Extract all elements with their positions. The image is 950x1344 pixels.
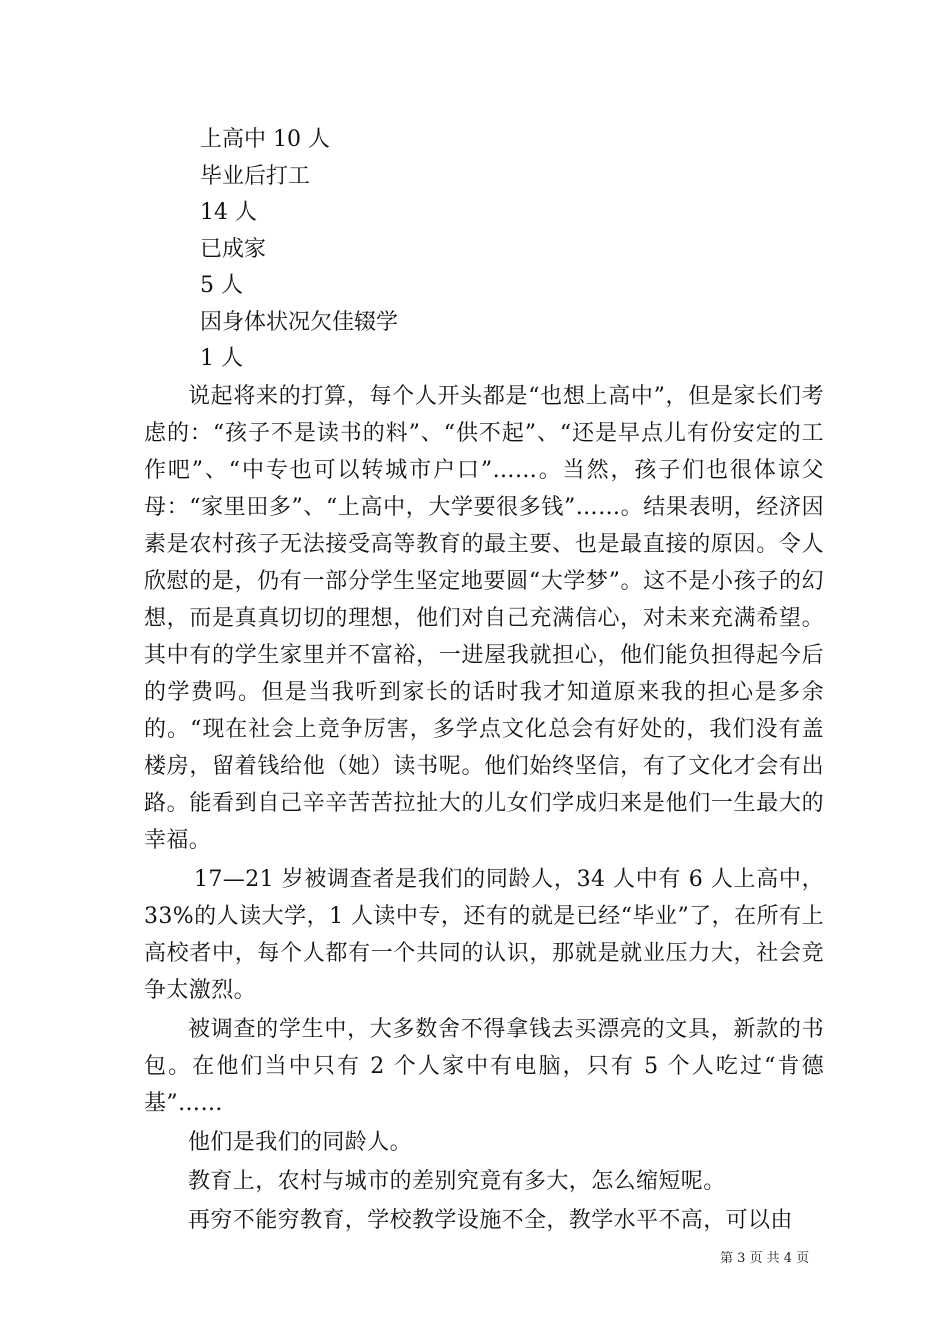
document-body xyxy=(144,122,824,1239)
page-number: 第 3 页 共 4 页 xyxy=(720,1251,810,1266)
list-line: 14 人 xyxy=(200,200,257,225)
paragraph-education-gap: 教育上，农村与城市的差别究竟有多大，怎么缩短呢。 xyxy=(188,1168,726,1194)
list-line: 毕业后打工 xyxy=(200,163,311,189)
list-line: 5 人 xyxy=(200,273,243,298)
list-line: 因身体状况欠佳辍学 xyxy=(200,309,399,335)
list-line: 已成家 xyxy=(200,236,267,262)
paragraph-age-group: 17—21 岁被调查者是我们的同龄人，34 人中有 6 人上高中，33%的人读大学，1 人读中专，还有的就是已经“毕业”了，在所有上高校者中，每个人都有一个共同的认识，那就是就业压力大，社会竞争太激烈。 xyxy=(144,866,824,1003)
paragraph-peers: 他们是我们的同龄人。 xyxy=(188,1129,413,1155)
paragraph-education-poverty: 再穷不能穷教育，学校教学设施不全，教学水平不高，可以由 xyxy=(188,1207,793,1233)
paragraph-future-plans: 说起将来的打算，每个人开头都是“也想上高中”，但是家长们考虑的：“孩子不是读书的料”、“供不起”、“还是早点儿有份安定的工作吧”、“中专也可以转城市户口”……。当然，孩子们也很体谅父母：“家里田多”、“上高中，大学要很多钱”……。结果表明，经济因素是农村孩子无法接受高等教育的最主要、也是最直接的原因。令人欣慰的是，仍有一部分学生坚定地要圆“大学梦”。这不是小孩子的幻想，而是真真切切的理想，他们对自己充满信心，对未来充满希望。其中有的学生家里并不富裕，一进屋我就担心，他们能负担得起今后的学费吗。但是当我听到家长的话时我才知道原来我的担心是多余的。“现在社会上竞争厉害，多学点文化总会有好处的，我们没有盖楼房，留着钱给他（她）读书呢。他们始终坚信，有了文化才会有出路。能看到自己辛辛苦苦拉扯大的儿女们学成归来是他们一生最大的幸福。 xyxy=(144,383,824,853)
paragraph-students: 被调查的学生中，大多数舍不得拿钱去买漂亮的文具，新款的书包。在他们当中只有 2 个人家中有电脑，只有 5 个人吃过“肯德基”…… xyxy=(144,1016,824,1116)
list-line: 上高中 10 人 xyxy=(200,127,330,152)
list-line: 1 人 xyxy=(200,346,243,371)
